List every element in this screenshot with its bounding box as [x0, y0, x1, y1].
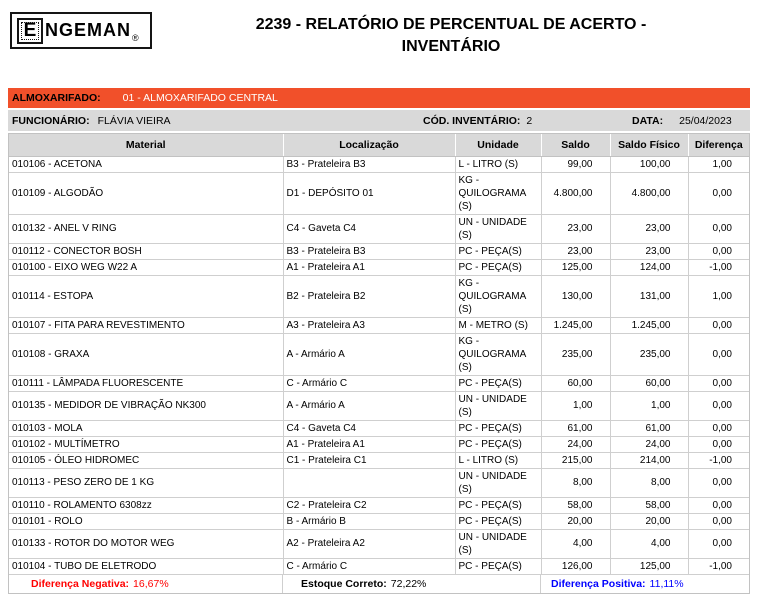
cell-saldo: 130,00 [541, 275, 610, 317]
cell-unidade: L - LITRO (S) [455, 452, 541, 468]
table-row [9, 243, 749, 259]
diferenca-positiva-value: 11,11% [649, 577, 684, 590]
cell-unidade: UN - UNIDADE (S) [455, 529, 541, 558]
cell-diferenca: 0,00 [688, 172, 749, 214]
table-row [9, 513, 749, 529]
cell-saldo-fisico: 24,00 [610, 436, 688, 452]
cell-diferenca: -1,00 [688, 259, 749, 275]
cell-saldo: 24,00 [541, 436, 610, 452]
cell-unidade: PC - PEÇA(S) [455, 436, 541, 452]
cell-localizacao: B3 - Prateleira B3 [283, 156, 455, 172]
cell-localizacao: A1 - Prateleira A1 [283, 259, 455, 275]
inventory-table [9, 134, 749, 575]
cell-unidade: PC - PEÇA(S) [455, 513, 541, 529]
estoque-correto-label: Estoque Correto: [301, 577, 387, 590]
cod-inventario-value: 2 [526, 114, 533, 127]
cell-material: 010104 - TUBO DE ELETRODO [9, 558, 283, 574]
table-row [9, 214, 749, 243]
summary-row [9, 575, 749, 593]
cell-unidade: PC - PEÇA(S) [455, 497, 541, 513]
funcionario-value: FLÁVIA VIEIRA [97, 114, 171, 127]
table-row [9, 375, 749, 391]
data-label: DATA: [632, 114, 664, 127]
cell-unidade: KG - QUILOGRAMA (S) [455, 333, 541, 375]
diferenca-negativa-label: Diferença Negativa: [31, 577, 130, 590]
cell-saldo-fisico: 1,00 [610, 391, 688, 420]
cell-saldo: 99,00 [541, 156, 610, 172]
table-row [9, 529, 749, 558]
report-header [0, 0, 758, 58]
cell-localizacao [283, 468, 455, 497]
table-header-row [9, 134, 749, 156]
cell-material: 010106 - ACETONA [9, 156, 283, 172]
cell-saldo-fisico: 20,00 [610, 513, 688, 529]
cell-localizacao: C4 - Gaveta C4 [283, 214, 455, 243]
cell-diferenca: -1,00 [688, 452, 749, 468]
cell-diferenca: 0,00 [688, 214, 749, 243]
cell-unidade: KG - QUILOGRAMA (S) [455, 172, 541, 214]
page-title [152, 12, 750, 58]
table-row [9, 452, 749, 468]
cell-diferenca: 1,00 [688, 156, 749, 172]
cell-diferenca: 0,00 [688, 513, 749, 529]
diferenca-positiva-label: Diferença Positiva: [551, 577, 646, 590]
table-row [9, 172, 749, 214]
cell-unidade: PC - PEÇA(S) [455, 420, 541, 436]
cell-material: 010113 - PESO ZERO DE 1 KG [9, 468, 283, 497]
cell-material: 010111 - LÂMPADA FLUORESCENTE [9, 375, 283, 391]
column-header-diferenca: Diferença [688, 134, 749, 156]
cell-unidade: UN - UNIDADE (S) [455, 391, 541, 420]
cell-unidade: UN - UNIDADE (S) [455, 214, 541, 243]
cod-inventario-field [423, 115, 632, 127]
engeman-logo [10, 12, 152, 49]
column-header-saldo-fisico: Saldo Físico [610, 134, 688, 156]
cell-unidade: M - METRO (S) [455, 317, 541, 333]
cell-saldo-fisico: 124,00 [610, 259, 688, 275]
cell-saldo-fisico: 214,00 [610, 452, 688, 468]
cell-saldo-fisico: 1.245,00 [610, 317, 688, 333]
cell-saldo: 125,00 [541, 259, 610, 275]
table-row [9, 333, 749, 375]
almoxarifado-value: 01 - ALMOXARIFADO CENTRAL [122, 92, 278, 104]
cell-unidade: PC - PEÇA(S) [455, 259, 541, 275]
cell-saldo-fisico: 61,00 [610, 420, 688, 436]
cell-localizacao: B2 - Prateleira B2 [283, 275, 455, 317]
page-title-line2: INVENTÁRIO [401, 38, 501, 55]
cell-localizacao: B - Armário B [283, 513, 455, 529]
table-row [9, 275, 749, 317]
cell-saldo: 61,00 [541, 420, 610, 436]
cell-material: 010135 - MEDIDOR DE VIBRAÇÃO NK300 [9, 391, 283, 420]
data-value: 25/04/2023 [679, 114, 732, 127]
diferenca-negativa-value: 16,67% [133, 577, 169, 590]
cell-localizacao: A3 - Prateleira A3 [283, 317, 455, 333]
cell-saldo: 58,00 [541, 497, 610, 513]
cell-material: 010103 - MOLA [9, 420, 283, 436]
cell-saldo-fisico: 235,00 [610, 333, 688, 375]
cell-diferenca: 0,00 [688, 497, 749, 513]
cell-saldo-fisico: 131,00 [610, 275, 688, 317]
cell-diferenca: 0,00 [688, 333, 749, 375]
diferenca-negativa-cell [9, 575, 283, 593]
cell-material: 010105 - ÓLEO HIDROMEC [9, 452, 283, 468]
cell-unidade: PC - PEÇA(S) [455, 243, 541, 259]
inventory-table-wrap [8, 133, 750, 594]
cell-material: 010101 - ROLO [9, 513, 283, 529]
table-row [9, 156, 749, 172]
cell-unidade: PC - PEÇA(S) [455, 558, 541, 574]
cell-localizacao: A2 - Prateleira A2 [283, 529, 455, 558]
cell-diferenca: 0,00 [688, 391, 749, 420]
column-header-unidade: Unidade [455, 134, 541, 156]
cell-saldo-fisico: 58,00 [610, 497, 688, 513]
table-row [9, 317, 749, 333]
cell-localizacao: A - Armário A [283, 333, 455, 375]
funcionario-label: FUNCIONÁRIO: [12, 114, 90, 127]
inventory-table-body [9, 156, 749, 574]
cod-inventario-label: CÓD. INVENTÁRIO: [423, 114, 521, 127]
cell-localizacao: C4 - Gaveta C4 [283, 420, 455, 436]
cell-saldo-fisico: 4.800,00 [610, 172, 688, 214]
table-row [9, 436, 749, 452]
cell-saldo-fisico: 125,00 [610, 558, 688, 574]
cell-material: 010109 - ALGODÃO [9, 172, 283, 214]
cell-diferenca: 0,00 [688, 436, 749, 452]
cell-localizacao: A - Armário A [283, 391, 455, 420]
cell-saldo: 20,00 [541, 513, 610, 529]
cell-saldo: 23,00 [541, 243, 610, 259]
cell-saldo: 4,00 [541, 529, 610, 558]
cell-diferenca: 0,00 [688, 317, 749, 333]
cell-saldo-fisico: 8,00 [610, 468, 688, 497]
cell-saldo: 23,00 [541, 214, 610, 243]
cell-diferenca: -1,00 [688, 558, 749, 574]
cell-saldo-fisico: 23,00 [610, 214, 688, 243]
cell-saldo: 8,00 [541, 468, 610, 497]
cell-diferenca: 1,00 [688, 275, 749, 317]
cell-material: 010114 - ESTOPA [9, 275, 283, 317]
page-title-line1: 2239 - RELATÓRIO DE PERCENTUAL DE ACERTO - [255, 16, 647, 33]
cell-localizacao: C - Armário C [283, 375, 455, 391]
logo-e-icon: E [17, 18, 43, 44]
cell-material: 010102 - MULTÍMETRO [9, 436, 283, 452]
cell-diferenca: 0,00 [688, 468, 749, 497]
cell-localizacao: C1 - Prateleira C1 [283, 452, 455, 468]
table-row [9, 558, 749, 574]
table-row [9, 259, 749, 275]
registered-trademark-icon: ® [132, 33, 139, 43]
cell-material: 010133 - ROTOR DO MOTOR WEG [9, 529, 283, 558]
cell-material: 010110 - ROLAMENTO 6308zz [9, 497, 283, 513]
cell-saldo: 126,00 [541, 558, 610, 574]
cell-material: 010132 - ANEL V RING [9, 214, 283, 243]
cell-localizacao: C - Armário C [283, 558, 455, 574]
table-row [9, 391, 749, 420]
cell-material: 010112 - CONECTOR BOSH [9, 243, 283, 259]
table-row [9, 468, 749, 497]
cell-diferenca: 0,00 [688, 420, 749, 436]
cell-unidade: UN - UNIDADE (S) [455, 468, 541, 497]
column-header-localizacao: Localização [283, 134, 455, 156]
cell-localizacao: D1 - DEPÓSITO 01 [283, 172, 455, 214]
cell-saldo-fisico: 100,00 [610, 156, 688, 172]
estoque-correto-value: 72,22% [390, 577, 427, 590]
cell-material: 010100 - EIXO WEG W22 A [9, 259, 283, 275]
estoque-correto-cell [283, 575, 541, 593]
table-row [9, 420, 749, 436]
cell-unidade: PC - PEÇA(S) [455, 375, 541, 391]
cell-diferenca: 0,00 [688, 529, 749, 558]
cell-unidade: KG - QUILOGRAMA (S) [455, 275, 541, 317]
cell-saldo: 215,00 [541, 452, 610, 468]
funcionario-field [8, 115, 423, 127]
cell-unidade: L - LITRO (S) [455, 156, 541, 172]
cell-saldo: 4.800,00 [541, 172, 610, 214]
cell-saldo-fisico: 23,00 [610, 243, 688, 259]
cell-saldo: 1.245,00 [541, 317, 610, 333]
cell-material: 010108 - GRAXA [9, 333, 283, 375]
cell-localizacao: A1 - Prateleira A1 [283, 436, 455, 452]
cell-localizacao: B3 - Prateleira B3 [283, 243, 455, 259]
cell-saldo-fisico: 60,00 [610, 375, 688, 391]
logo-text: NGEMAN [45, 20, 131, 40]
cell-diferenca: 0,00 [688, 243, 749, 259]
report-body [8, 88, 750, 594]
cell-diferenca: 0,00 [688, 375, 749, 391]
cell-saldo: 60,00 [541, 375, 610, 391]
table-row [9, 497, 749, 513]
cell-localizacao: C2 - Prateleira C2 [283, 497, 455, 513]
cell-saldo: 1,00 [541, 391, 610, 420]
funcionario-bar [8, 110, 750, 131]
cell-saldo: 235,00 [541, 333, 610, 375]
cell-saldo-fisico: 4,00 [610, 529, 688, 558]
cell-material: 010107 - FITA PARA REVESTIMENTO [9, 317, 283, 333]
column-header-saldo: Saldo [541, 134, 610, 156]
almoxarifado-label: ALMOXARIFADO: [12, 92, 101, 104]
data-field [632, 115, 750, 127]
column-header-material: Material [9, 134, 283, 156]
almoxarifado-bar [8, 88, 750, 108]
diferenca-positiva-cell [541, 575, 749, 593]
